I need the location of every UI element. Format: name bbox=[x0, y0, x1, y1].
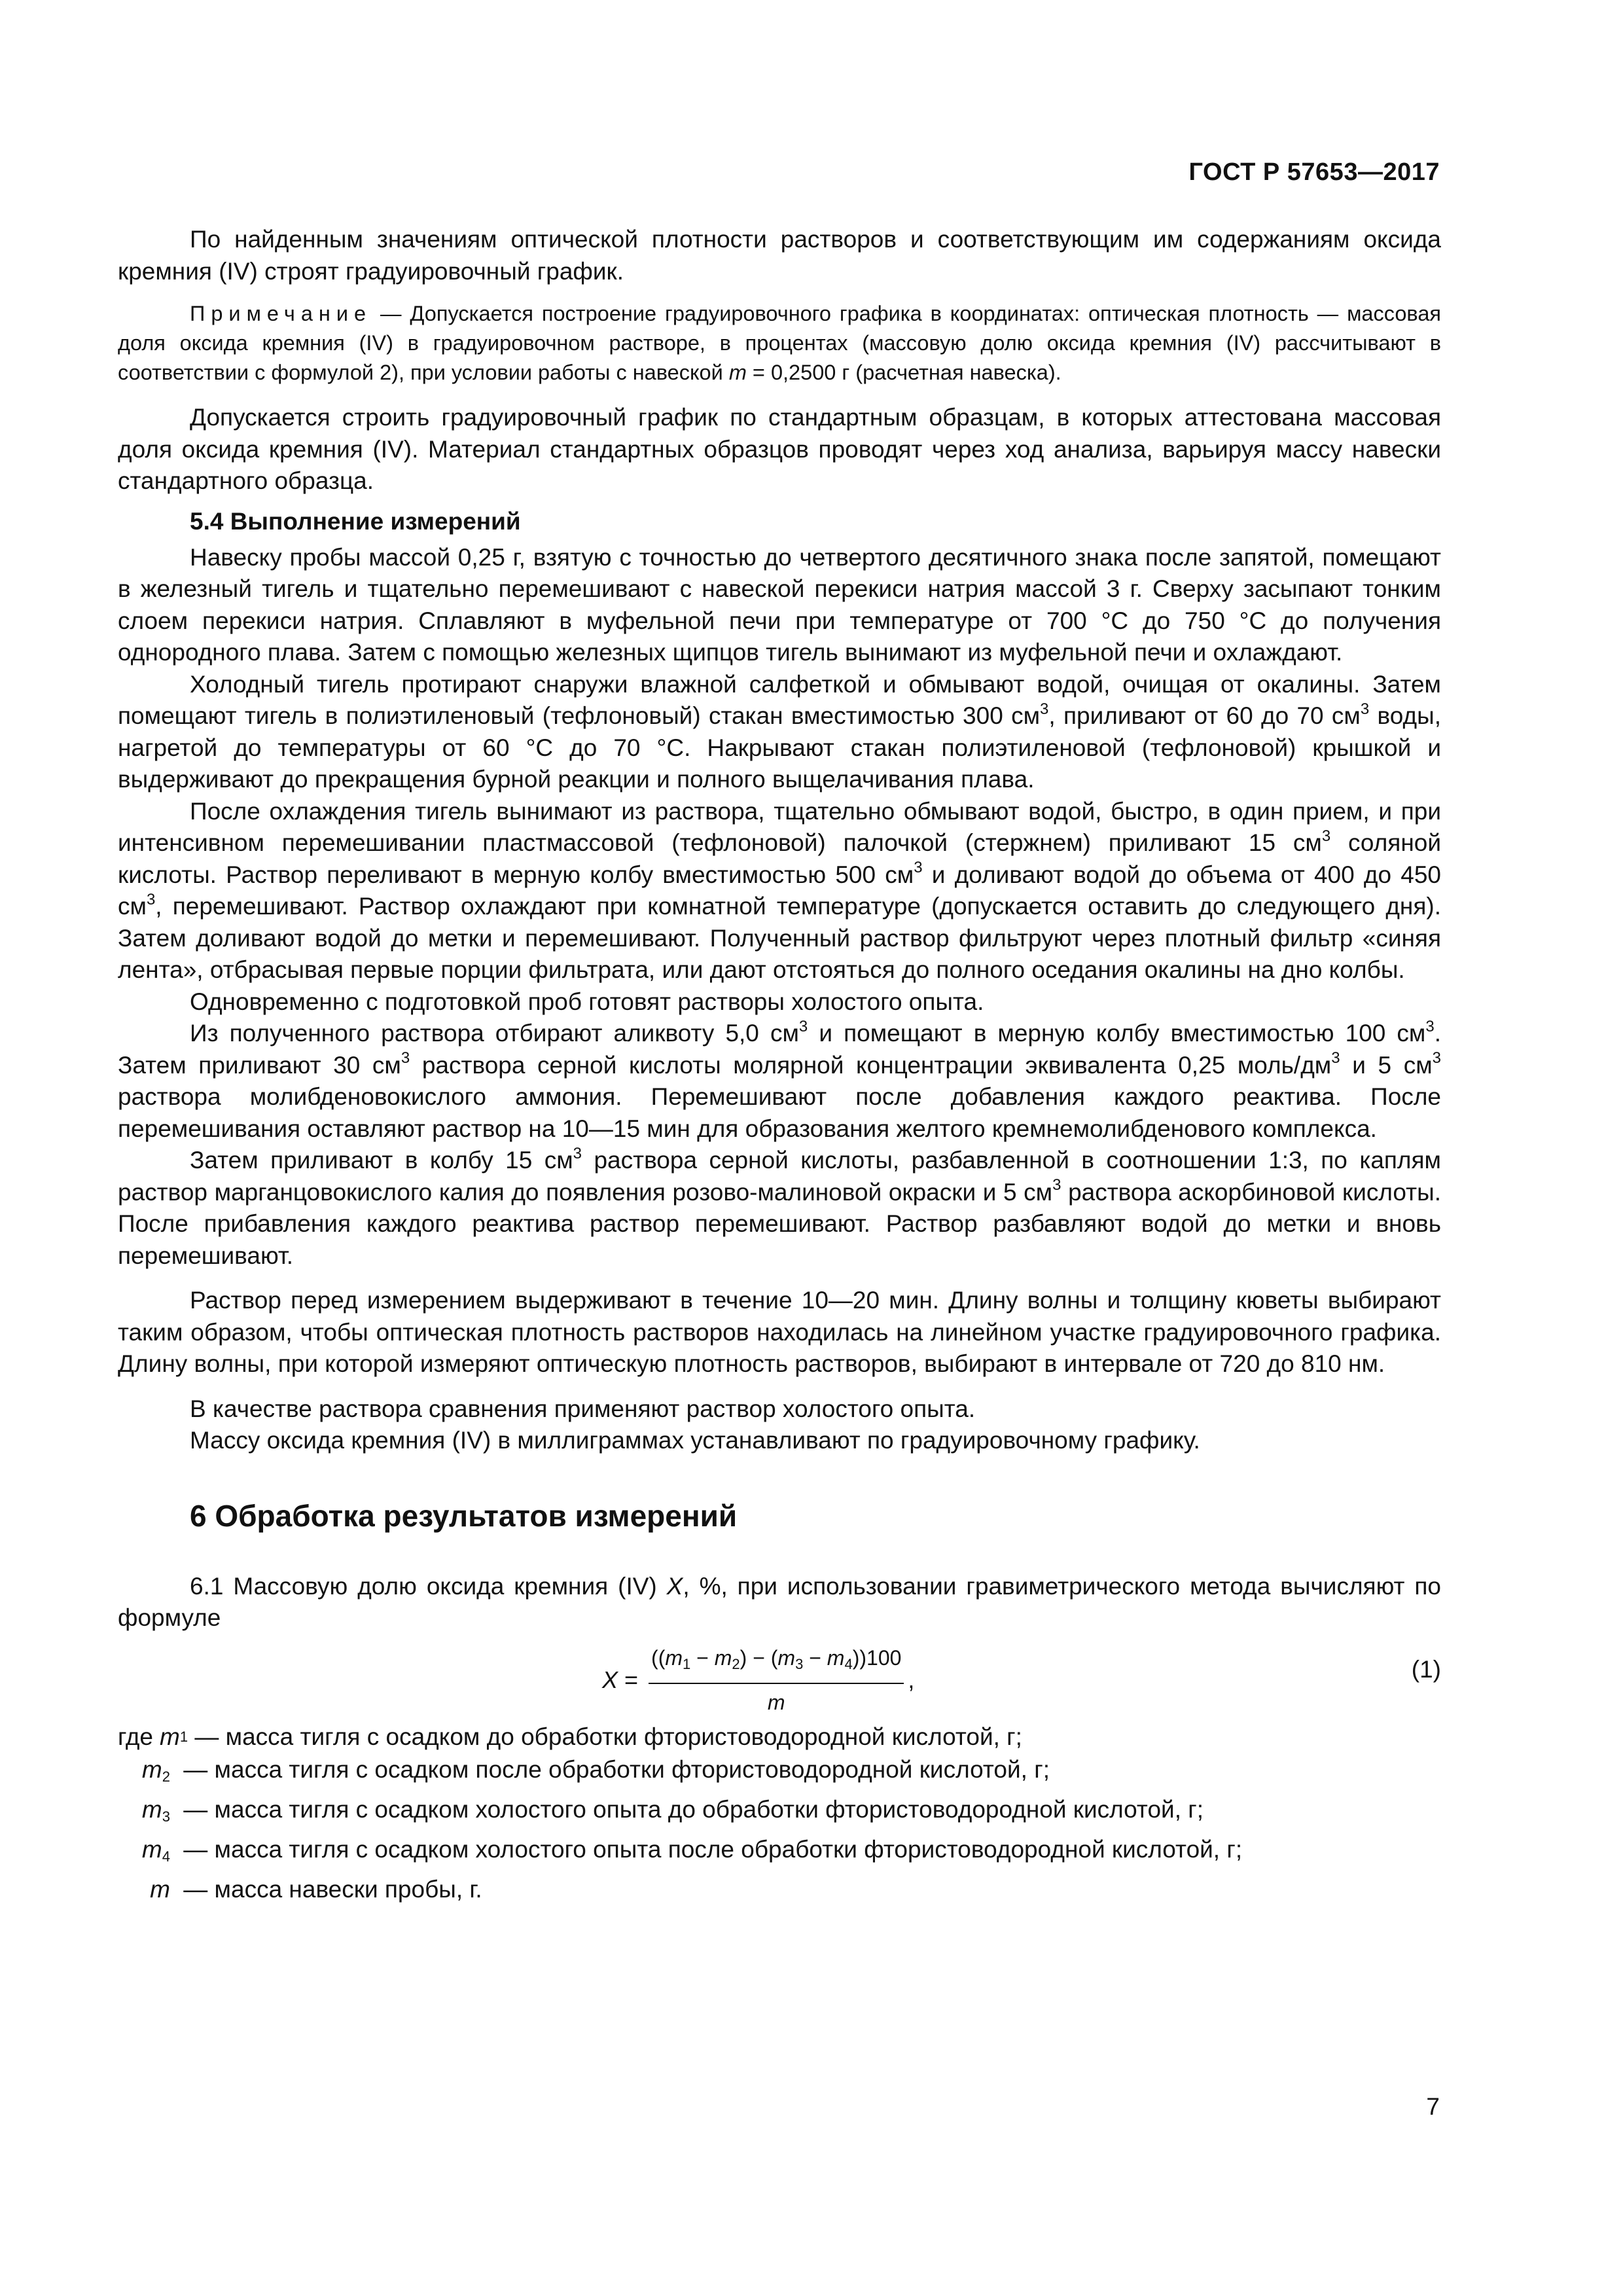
definition-m2: $m_2$ — масса тигля с осадком после обработки фтористоводородной кислотой, г; bbox=[141, 1755, 1050, 1785]
formula-number: (1) bbox=[1411, 1655, 1441, 1683]
standard-designation: ГОСТ Р 57653—2017 bbox=[1188, 158, 1440, 186]
formula-1 bbox=[118, 1637, 1441, 1714]
note-text: — Допускается построение градуировочного графика в координатах: оптическая плотность — массовая доля оксида кремния (IV) в градуировочном растворе, в процентах (массовую долю оксида кремния (IV) рассчитывают в соответствии с формулой 2), при условии работы с навеской bbox=[118, 302, 1441, 384]
note bbox=[118, 299, 1441, 387]
paragraph-wavelength: Раствор перед измерением выдерживают в течение 10—20 мин. Длину волны и толщину кюветы выбирают таким образом, чтобы оптическая плотность растворов находилась на линейном участке градуировочного графика. Длину волны, при которой измеряют оптическую плотность растворов, выбирают в интервале от 720 до 810 нм. bbox=[118, 1287, 1441, 1377]
note-text-end: = 0,2500 г (расчетная навеска). bbox=[746, 361, 1061, 384]
definition-m1: где m 1 — масса тигля с осадком до обработки фтористоводородной кислотой, г; bbox=[118, 1721, 1441, 1753]
note-label: Примечание bbox=[190, 302, 372, 325]
note-symbol-m: m bbox=[728, 361, 747, 384]
paragraph-reduction: Затем приливают в колбу 15 $см^3$ раствора серной кислоты, разбавленной в соотношении 1:3, по каплям раствор марганцовокислого калия до появления розово-малиновой окраски и 5 $см^3$ раствора аскорбиновой кислоты. После прибавления каждого реактива раствор перемешивают. Раствор разбавляют водой до метки и вновь перемешивают. bbox=[118, 1144, 1441, 1269]
paragraph-formula-intro: 6.1 Массовую долю оксида кремния (IV) X, %, при использовании гравиметрического метода вычисляют по формуле bbox=[118, 1572, 1441, 1631]
formula-lhs: X bbox=[602, 1666, 618, 1693]
paragraph-standard-samples: Допускается строить градуировочный график по стандартным образцам, в которых аттестована массовая доля оксида кремния (IV). Материал стандартных образцов проводят через ход анализа, варьируя массу навески стандартного образца. bbox=[118, 404, 1441, 494]
paragraph-reference-solution: В качестве раствора сравнения применяют раствор холостого опыта. bbox=[190, 1395, 976, 1422]
paragraph-crucible-leaching: Холодный тигель протирают снаружи влажной салфеткой и обмывают водой, очищая от окалины. Затем помещают тигель в полиэтиленовый (тефлоновый) стакан вместимостью 300 $см^3$, приливают от 60 до 70 $см^3$ воды, нагретой до температуры от 60 °С до 70 °С. Накрывают стакан полиэтиленовой (тефлоновой) крышкой и выдерживают до прекращения бурной реакции и полного выщелачивания плава. bbox=[118, 670, 1442, 793]
paragraph-acidification: После охлаждения тигель вынимают из раствора, тщательно обмывают водой, быстро, в один прием, и при интенсивном перемешивании пластмассовой (тефлоновой) палочкой (стержнем) приливают 15 $см^3$ соляной кислоты. Раствор переливают в мерную колбу вместимостью 500 $см^3$ и доливают водой до объема от 400 до 450 $см^3$, перемешивают. Раствор охлаждают при комнатной температуре (допускается оставить до следующего дня). Затем доливают водой до метки и перемешивают. Полученный раствор фильтруют через плотный фильтр «синяя лента», отбрасывая первые порции фильтрата, или дают отстояться до полного оседания окалины на дно колбы. bbox=[118, 797, 1441, 983]
definition-m3: $m_3$ — масса тигля с осадком холостого опыта до обработки фтористоводородной кислотой, г; bbox=[141, 1795, 1204, 1825]
section-5-4-title: 5.4 Выполнение измерений bbox=[190, 507, 521, 535]
page-content bbox=[118, 224, 1441, 1906]
page-number: 7 bbox=[1426, 2093, 1440, 2120]
definitions-intro: где bbox=[118, 1723, 154, 1750]
formula-numerator: $((m_1 - m_2) - (m_3 - m_4))100$ bbox=[649, 1642, 904, 1685]
paragraph-mass-determination: Массу оксида кремния (IV) в миллиграммах устанавливают по градуировочному графику. bbox=[190, 1427, 1200, 1454]
paragraph-aliquot: Из полученного раствора отбирают аликвоту 5,0 $см^3$ и помещают в мерную колбу вместимостью 100 $см^3$. Затем приливают 30 $см^3$ раствора серной кислоты молярной концентрации эквивалента 0,25 моль/$дм^3$ и 5 $см^3$ раствора молибденовокислого аммония. Перемешивают после добавления каждого реактива. После перемешивания оставляют раствор на 10—15 мин для образования желтого кремнемолибденового комплекса. bbox=[118, 1017, 1441, 1142]
definition-m4: $m_4$ — масса тигля с осадком холостого опыта после обработки фтористоводородной кислотой, г; bbox=[141, 1835, 1243, 1865]
paragraph-blank-solutions: Одновременно с подготовкой проб готовят растворы холостого опыта. bbox=[190, 988, 984, 1015]
formula-expression: X = $\frac{((m_1 - m_2) - (m_3 - m_4))100}{m}$ , bbox=[602, 1642, 914, 1719]
formula-denominator: m bbox=[767, 1691, 785, 1714]
paragraph-sample-fusion: Навеску пробы массой 0,25 г, взятую с точностью до четвертого десятичного знака после запятой, помещают в железный тигель и тщательно перемешивают с навеской перекиси натрия массой 3 г. Сверху засыпают тонким слоем перекиси натрия. Сплавляют в муфельной печи при температуре от 700 °С до 750 °С до получения однородного плава. Затем с помощью железных щипцов тигель вынимают из муфельной печи и охлаждают. bbox=[118, 543, 1441, 666]
paragraph-calibration-graph: По найденным значениям оптической плотности растворов и соответствующим им содержаниям оксида кремния (IV) строят градуировочный график. bbox=[118, 226, 1441, 285]
formula-definitions bbox=[118, 1721, 1441, 1906]
section-6-title: 6 Обработка результатов измерений bbox=[190, 1498, 738, 1533]
formula-fraction bbox=[649, 1642, 904, 1719]
definition-m: m — масса навески пробы, г. bbox=[150, 1875, 482, 1903]
